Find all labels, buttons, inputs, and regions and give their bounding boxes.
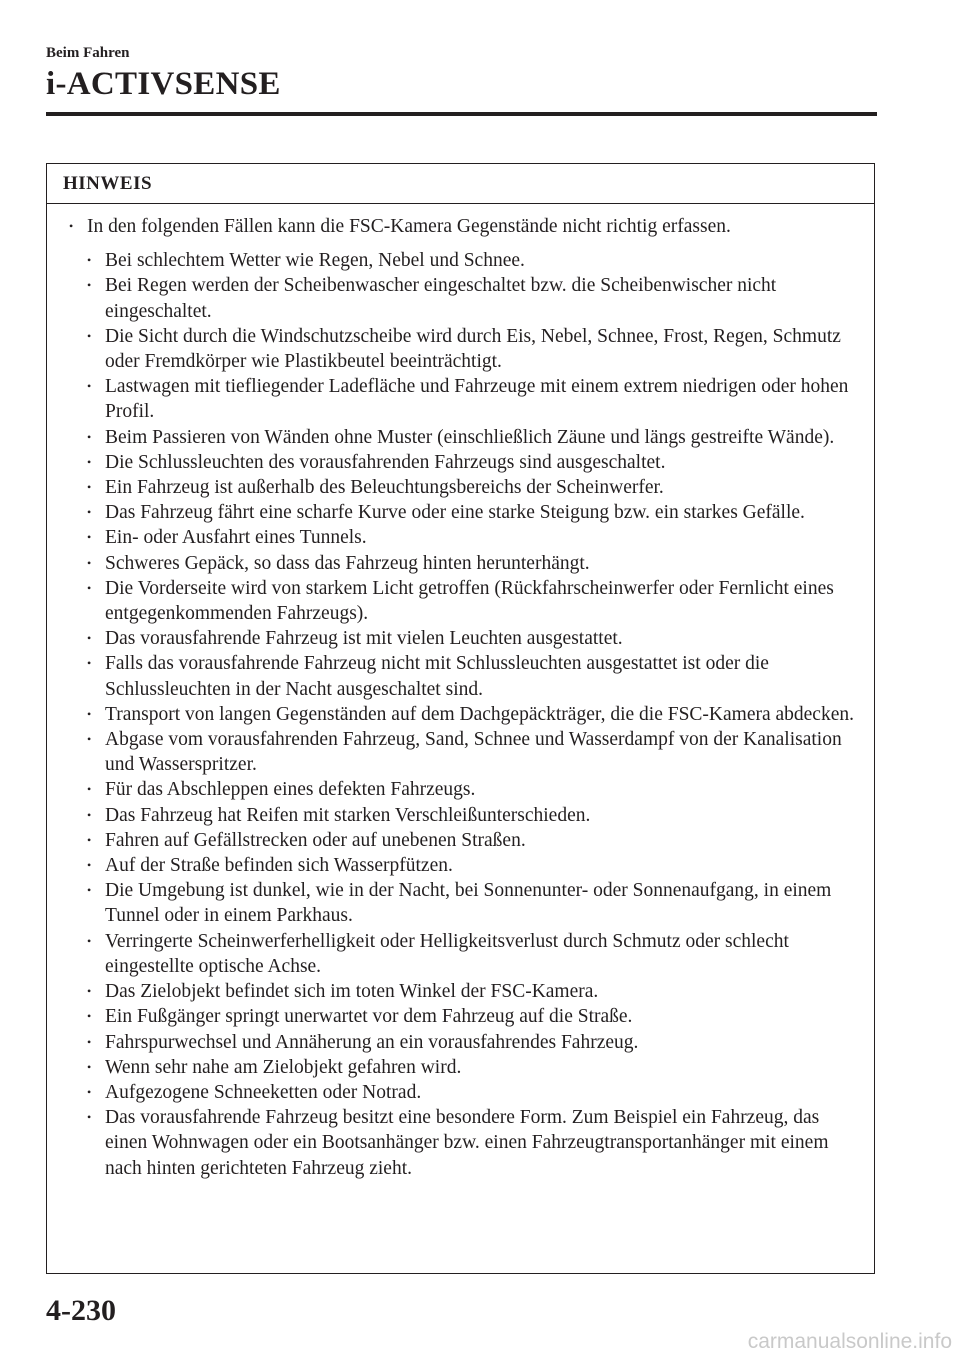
list-item bbox=[61, 853, 866, 878]
list-item-text: Verringerte Scheinwerferhelligkeit oder Helligkeitsverlust durch Schmutz oder schlecht eingestellte optische Achse. bbox=[105, 930, 789, 977]
list-item bbox=[61, 551, 866, 576]
list-item-text: Die Vorderseite wird von starkem Licht getroffen (Rückfahrscheinwerfer oder Fernlicht eines entgegenkommenden Fahrzeugs). bbox=[105, 577, 834, 625]
list-item-text: Das vorausfahrende Fahrzeug besitzt eine besondere Form. Zum Beispiel ein Fahrzeug, das einen Wohnwagen oder ein Bootsanhänger bzw. einen Fahrzeugtransportanhänger mit einem nach hinten gerichteten Fahrzeug zieht. bbox=[105, 1107, 829, 1179]
bullet-icon: • bbox=[87, 732, 92, 747]
list-item bbox=[61, 1055, 866, 1080]
note-title: HINWEIS bbox=[47, 164, 874, 204]
bullet-icon: • bbox=[87, 1059, 92, 1074]
list-item-text: Lastwagen mit tiefliegender Ladefläche und Fahrzeuge mit einem extrem niedrigen oder hohen Profil. bbox=[105, 376, 849, 423]
bullet-icon: • bbox=[87, 1084, 92, 1099]
bullet-icon: • bbox=[87, 933, 92, 948]
bullet-icon: • bbox=[87, 782, 92, 797]
list-item-text: Transport von langen Gegenständen auf dem Dachgepäckträger, die die FSC-Kamera abdecken. bbox=[105, 703, 854, 725]
list-item-text: Ein Fahrzeug ist außerhalb des Beleuchtungsbereichs der Scheinwerfer. bbox=[105, 477, 664, 499]
list-item-text: Ein Fußgänger springt unerwartet vor dem Fahrzeug auf die Straße. bbox=[105, 1006, 633, 1028]
list-item bbox=[61, 803, 866, 828]
bullet-icon: • bbox=[87, 807, 92, 822]
list-item-text: Die Umgebung ist dunkel, wie in der Nacht, bei Sonnenunter- oder Sonnenaufgang, in einem Tunnel oder in einem Parkhaus. bbox=[105, 880, 832, 927]
list-item-text: Falls das vorausfahrende Fahrzeug nicht mit Schlussleuchten ausgestattet ist oder die Schlussleuchten in der Nacht ausgeschaltet sind. bbox=[105, 653, 769, 700]
list-item-text: Aufgezogene Schneeketten oder Notrad. bbox=[105, 1081, 422, 1103]
bullet-icon: • bbox=[87, 580, 92, 595]
chapter-title: i-ACTIVSENSE bbox=[46, 66, 281, 102]
bullet-icon: • bbox=[87, 278, 92, 293]
page-header bbox=[46, 44, 876, 102]
list-item-text: Das Fahrzeug fährt eine scharfe Kurve oder eine starke Steigung bzw. ein starkes Gefälle. bbox=[105, 502, 805, 524]
list-item-text: Fahrspurwechsel und Annäherung an ein vorausfahrendes Fahrzeug. bbox=[105, 1031, 639, 1053]
list-item-text: Fahren auf Gefällstrecken oder auf unebenen Straßen. bbox=[105, 829, 526, 851]
bullet-icon: • bbox=[87, 656, 92, 671]
bullet-icon: • bbox=[87, 454, 92, 469]
list-item-text: Wenn sehr nahe am Zielobjekt gefahren wird. bbox=[105, 1056, 462, 1078]
list-item-text: Die Schlussleuchten des vorausfahrenden Fahrzeugs sind ausgeschaltet. bbox=[105, 451, 666, 473]
list-item bbox=[61, 626, 866, 651]
bullet-icon: • bbox=[87, 832, 92, 847]
section-title: Beim Fahren bbox=[46, 45, 130, 61]
bullet-icon: • bbox=[69, 219, 74, 233]
note-intro-item bbox=[61, 214, 866, 239]
bullet-icon: • bbox=[87, 1034, 92, 1049]
bullet-icon: • bbox=[87, 858, 92, 873]
list-item-text: Für das Abschleppen eines defekten Fahrzeugs. bbox=[105, 779, 476, 801]
note-body bbox=[47, 204, 874, 1181]
list-item bbox=[61, 727, 866, 777]
list-item bbox=[61, 1030, 866, 1055]
bullet-icon: • bbox=[87, 429, 92, 444]
condition-list bbox=[61, 248, 866, 1181]
bullet-icon: • bbox=[87, 631, 92, 646]
list-item bbox=[61, 475, 866, 500]
list-item-text: Das Fahrzeug hat Reifen mit starken Verschleißunterschieden. bbox=[105, 804, 591, 826]
bullet-icon: • bbox=[87, 379, 92, 394]
list-item-text: Auf der Straße befinden sich Wasserpfützen. bbox=[105, 855, 453, 877]
header-rule bbox=[46, 112, 877, 116]
list-item bbox=[61, 273, 866, 323]
note-intro-text: In den folgenden Fällen kann die FSC-Kamera Gegenstände nicht richtig erfassen. bbox=[87, 216, 731, 237]
list-item bbox=[61, 374, 866, 424]
list-item bbox=[61, 576, 866, 626]
list-item-text: Ein- oder Ausfahrt eines Tunnels. bbox=[105, 527, 367, 549]
list-item-text: Abgase vom vorausfahrenden Fahrzeug, Sand, Schnee und Wasserdampf von der Kanalisation und Wasserspritzer. bbox=[105, 729, 842, 776]
note-box bbox=[46, 163, 875, 1274]
page-number: 4-230 bbox=[46, 1294, 116, 1327]
list-item-text: Beim Passieren von Wänden ohne Muster (einschließlich Zäune und längs gestreifte Wände). bbox=[105, 426, 835, 448]
list-item bbox=[61, 525, 866, 550]
bullet-icon: • bbox=[87, 555, 92, 570]
list-item bbox=[61, 878, 866, 928]
list-item bbox=[61, 1080, 866, 1105]
bullet-icon: • bbox=[87, 253, 92, 268]
list-item bbox=[61, 702, 866, 727]
list-item bbox=[61, 425, 866, 450]
watermark: carmanualsonline.info bbox=[747, 1330, 952, 1353]
list-item bbox=[61, 929, 866, 979]
list-item bbox=[61, 777, 866, 802]
list-item-text: Schweres Gepäck, so dass das Fahrzeug hinten herunterhängt. bbox=[105, 552, 590, 574]
bullet-icon: • bbox=[87, 1009, 92, 1024]
list-item bbox=[61, 248, 866, 273]
bullet-icon: • bbox=[87, 505, 92, 520]
list-item bbox=[61, 651, 866, 701]
bullet-icon: • bbox=[87, 706, 92, 721]
bullet-icon: • bbox=[87, 984, 92, 999]
list-item bbox=[61, 450, 866, 475]
bullet-icon: • bbox=[87, 328, 92, 343]
bullet-icon: • bbox=[87, 1110, 92, 1125]
bullet-icon: • bbox=[87, 480, 92, 495]
list-item-text: Das vorausfahrende Fahrzeug ist mit vielen Leuchten ausgestattet. bbox=[105, 628, 623, 650]
list-item bbox=[61, 828, 866, 853]
list-item-text: Bei Regen werden der Scheibenwascher eingeschaltet bzw. die Scheibenwischer nicht eingeschaltet. bbox=[105, 275, 777, 322]
bullet-icon: • bbox=[87, 530, 92, 545]
list-item-text: Bei schlechtem Wetter wie Regen, Nebel und Schnee. bbox=[105, 250, 525, 272]
list-item bbox=[61, 324, 866, 374]
list-item bbox=[61, 1105, 866, 1181]
list-item-text: Die Sicht durch die Windschutzscheibe wird durch Eis, Nebel, Schnee, Frost, Regen, Schmutz oder Fremdkörper wie Plastikbeutel beeinträchtigt. bbox=[105, 325, 841, 373]
list-item bbox=[61, 979, 866, 1004]
list-item bbox=[61, 500, 866, 525]
list-item-text: Das Zielobjekt befindet sich im toten Winkel der FSC-Kamera. bbox=[105, 981, 599, 1003]
list-item bbox=[61, 1004, 866, 1029]
bullet-icon: • bbox=[87, 883, 92, 898]
